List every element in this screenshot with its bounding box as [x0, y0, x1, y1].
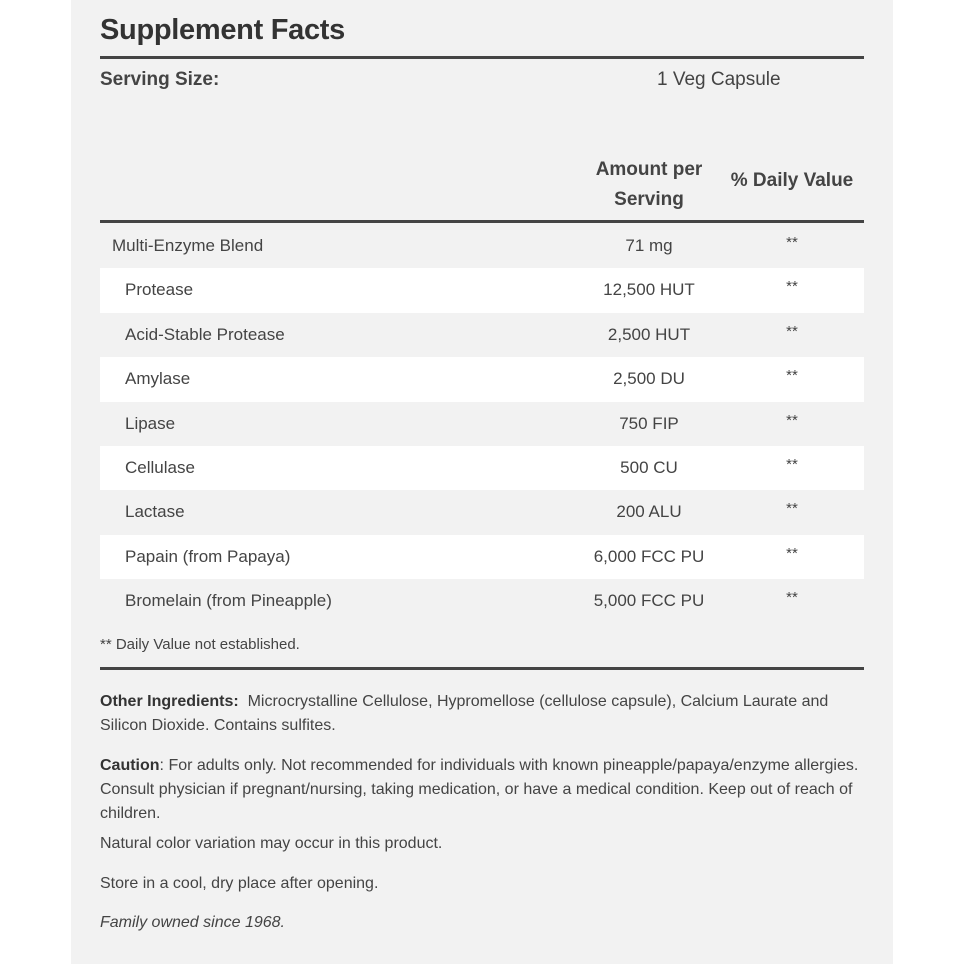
caution-label: Caution [100, 757, 160, 774]
table-row [100, 535, 864, 579]
nutrient-daily-value: ** [786, 367, 798, 385]
storage-note: Store in a cool, dry place after opening. [100, 875, 379, 892]
nutrient-amount: 500 CU [620, 457, 678, 477]
caution-statement [100, 754, 864, 826]
table-row [100, 579, 864, 623]
nutrient-daily-value: ** [786, 544, 798, 562]
nutrient-name: Multi-Enzyme Blend [112, 236, 264, 255]
daily-value-footnote: ** Daily Value not established. [100, 636, 300, 653]
nutrient-amount: 71 mg [625, 236, 673, 255]
amount-header-line2: Serving [614, 189, 684, 210]
nutrient-amount: 12,500 HUT [603, 280, 695, 300]
nutrient-amount: 200 ALU [616, 502, 682, 522]
nutrient-amount: 750 FIP [619, 413, 679, 433]
nutrient-daily-value: ** [786, 322, 798, 340]
footer-divider [100, 667, 864, 670]
serving-size-label: Serving Size: [100, 69, 220, 90]
natural-color-note: Natural color variation may occur in this product. [100, 835, 443, 852]
nutrient-amount: 6,000 FCC PU [593, 546, 705, 566]
other-ingredients [100, 690, 864, 738]
nutrient-name: Acid-Stable Protease [125, 324, 285, 344]
nutrient-amount: 2,500 HUT [607, 324, 691, 344]
table-row [100, 357, 864, 401]
title-divider [100, 56, 864, 59]
nutrient-amount: 5,000 FCC PU [593, 591, 705, 611]
header-divider [100, 220, 864, 223]
nutrient-name: Lactase [125, 502, 185, 522]
nutrient-name: Lipase [125, 413, 176, 433]
daily-value-header: % Daily Value [730, 170, 854, 191]
page-title: Supplement Facts [100, 14, 345, 46]
table-row [100, 268, 864, 312]
nutrient-daily-value: ** [786, 234, 798, 251]
nutrient-daily-value: ** [786, 411, 798, 429]
caution-text: : For adults only. Not recommended for individuals with known pineapple/papaya/enzyme allergies. Consult physician if pregnant/nursing, taking medication, or have a medical condition. Keep out of reach of children. [100, 757, 859, 822]
nutrient-daily-value: ** [786, 500, 798, 518]
nutrient-amount: 2,500 DU [613, 369, 685, 389]
nutrient-name: Amylase [125, 369, 191, 389]
table-row [100, 490, 864, 534]
table-row [100, 402, 864, 446]
nutrient-daily-value: ** [786, 278, 798, 296]
table-row [100, 313, 864, 357]
nutrient-daily-value: ** [786, 589, 798, 607]
other-ingredients-text: Microcrystalline Cellulose, Hypromellose (cellulose capsule), Calcium Laurate and Silicon Dioxide. Contains sulfites. [100, 693, 829, 734]
nutrient-table [100, 224, 864, 624]
other-ingredients-label: Other Ingredients: [100, 693, 239, 710]
nutrient-name: Protease [125, 280, 194, 300]
family-owned-note: Family owned since 1968. [100, 914, 285, 931]
supplement-facts-panel [71, 0, 893, 964]
table-row [100, 224, 864, 268]
nutrient-name: Cellulase [125, 457, 195, 477]
nutrient-daily-value: ** [786, 455, 798, 473]
amount-per-serving-header [579, 155, 719, 215]
nutrient-name: Bromelain (from Pineapple) [125, 591, 332, 611]
amount-header-line1: Amount per [595, 159, 703, 180]
table-row [100, 446, 864, 490]
serving-size-value: 1 Veg Capsule [657, 69, 781, 90]
nutrient-name: Papain (from Papaya) [125, 546, 291, 566]
